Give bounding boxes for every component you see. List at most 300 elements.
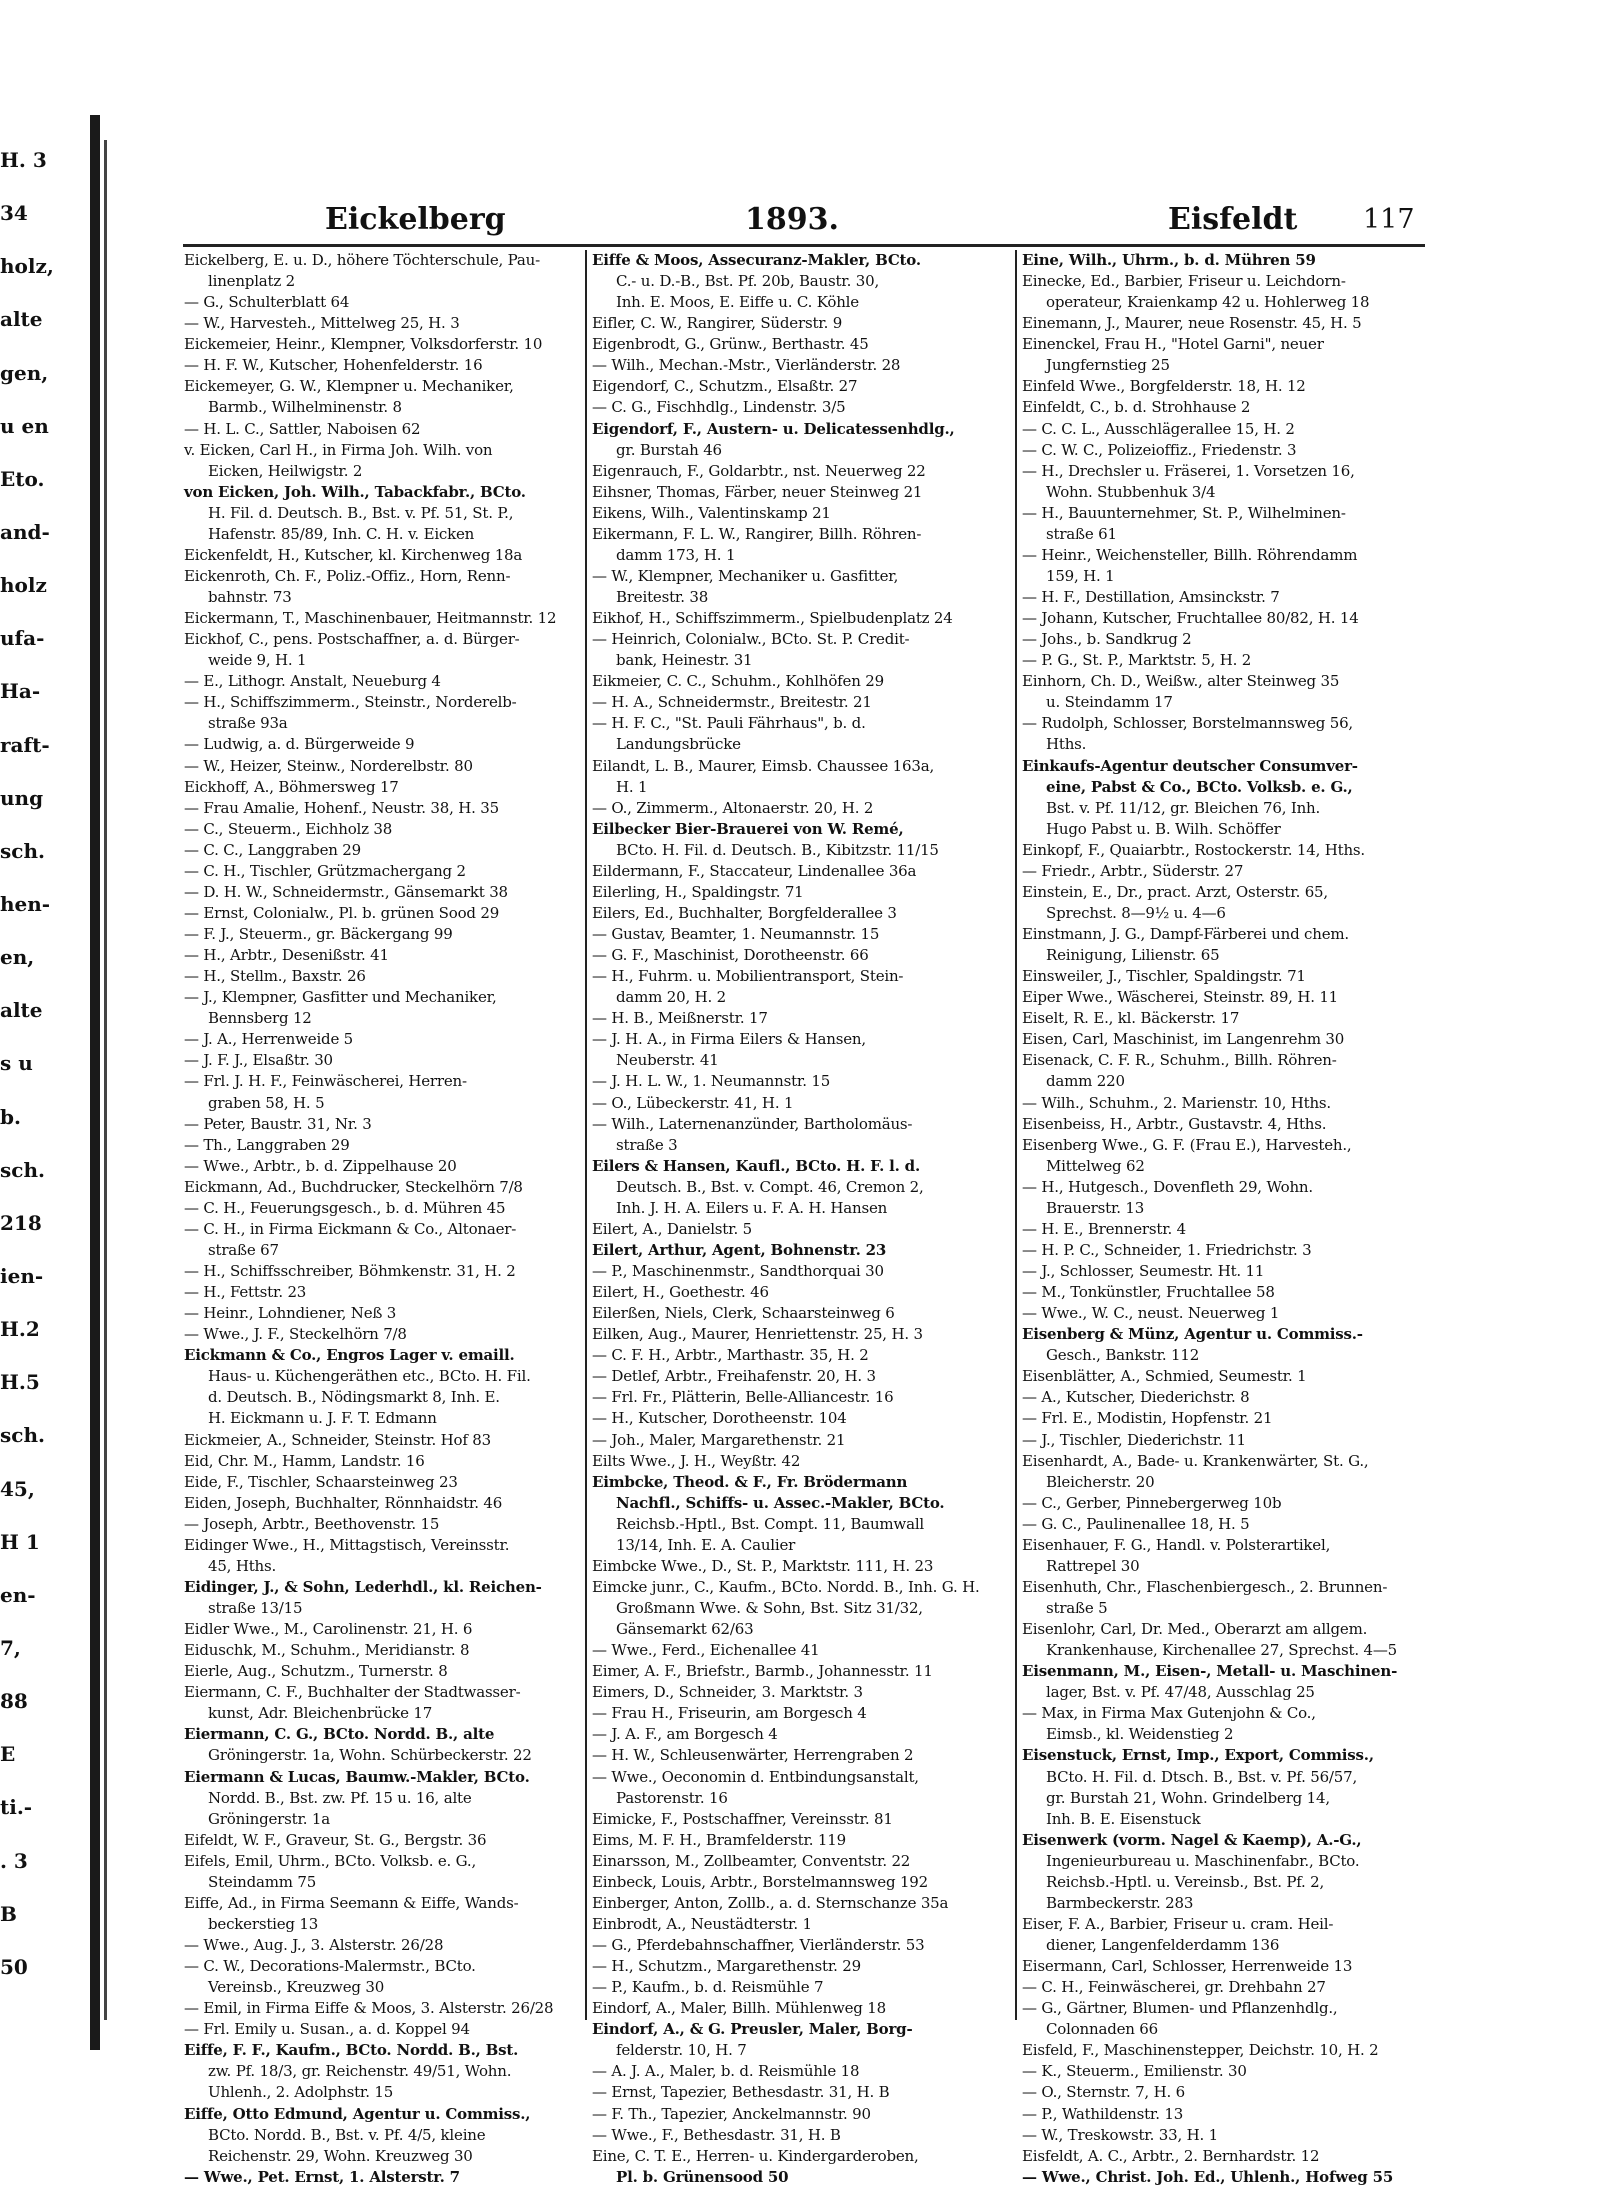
entry-continuation-line: Nordd. B., Bst. zw. Pf. 15 u. 16, alte [208,1788,472,1807]
entry-continuation-line: Mittelweg 62 [1046,1156,1145,1175]
directory-entry-line: — H. P. C., Schneider, 1. Friedrichstr. 3 [1022,1240,1312,1259]
directory-entry-line: Einberger, Anton, Zollb., a. d. Sternschanze 35a [592,1893,949,1912]
directory-entry-line: Eisermann, Carl, Schlosser, Herrenweide 13 [1022,1957,1353,1976]
directory-entry-line: Eilert, H., Goethestr. 46 [592,1283,769,1302]
directory-entry-line: Eiermann, C. G., BCto. Nordd. B., alte [184,1725,495,1744]
directory-entry-line: Eierle, Aug., Schutzm., Turnerstr. 8 [184,1662,448,1681]
previous-page-fragment: Eto. [0,466,45,491]
directory-entry-line: Eilts Wwe., J. H., Weyßtr. 42 [592,1451,801,1470]
directory-entry-line: — Wwe., J. F., Steckelhörn 7/8 [184,1325,407,1344]
running-head-left: Eickelberg [325,202,506,237]
entry-continuation-line: H. Eickmann u. J. F. T. Edmann [208,1409,437,1428]
directory-entry-line: Einecke, Ed., Barbier, Friseur u. Leichdorn- [1022,272,1346,291]
entry-continuation-line: straße 61 [1046,524,1117,543]
previous-page-fragment: ung [0,785,44,810]
directory-entry-line: — Wilh., Laternenanzünder, Bartholomäus- [592,1114,913,1133]
directory-entry-line: Eikhof, H., Schiffszimmerm., Spielbudenplatz 24 [592,609,953,628]
entry-continuation-line: graben 58, H. 5 [208,1093,325,1112]
directory-entry-line: — H., Kutscher, Dorotheenstr. 104 [592,1409,847,1428]
entry-continuation-line: straße 3 [616,1135,678,1154]
directory-entry-line: — H., Fettstr. 23 [184,1283,307,1302]
directory-entry-line: — Frl. Emily u. Susan., a. d. Koppel 94 [184,2020,470,2039]
directory-entry-line: Eiffe, F. F., Kaufm., BCto. Nordd. B., Bst. [184,2041,519,2060]
entry-continuation-line: kunst, Adr. Bleichenbrücke 17 [208,1704,433,1723]
directory-entry-line: Eifler, C. W., Rangirer, Süderstr. 9 [592,314,843,333]
entry-continuation-line: Landungsbrücke [616,735,741,754]
previous-page-fragment: s u [0,1051,33,1076]
directory-entry-line: — H., Hutgesch., Dovenfleth 29, Wohn. [1022,1177,1313,1196]
entry-continuation-line: Vereinsb., Kreuzweg 30 [208,1978,385,1997]
directory-entry-line: Eilert, A., Danielstr. 5 [592,1219,752,1238]
entry-continuation-line: Krankenhause, Kirchenallee 27, Sprechst. 4—5 [1046,1641,1397,1660]
entry-continuation-line: straße 13/15 [208,1599,303,1617]
directory-entry-line: — H. F. W., Kutscher, Hohenfelderstr. 16 [184,356,483,375]
entry-continuation-line: 13/14, Inh. E. A. Caulier [616,1535,796,1554]
entry-continuation-line: Hths. [1046,735,1087,754]
entry-continuation-line: H. 1 [616,777,648,796]
directory-entry-line: Eisenlohr, Carl, Dr. Med., Oberarzt am allgem. [1022,1620,1368,1639]
directory-entry-line: Eikermann, F. L. W., Rangirer, Billh. Röhren- [592,524,922,543]
page-number: 117 [1363,204,1415,235]
directory-entry-line: Eisenhauer, F. G., Handl. v. Polsterartikel, [1022,1535,1331,1554]
directory-entry-line: — O., Sternstr. 7, H. 6 [1022,2083,1185,2102]
entry-continuation-line: Reinigung, Lilienstr. 65 [1046,946,1220,965]
directory-entry-line: Eilandt, L. B., Maurer, Eimsb. Chaussee 163a, [592,756,935,775]
directory-entry-line: — H., Stellm., Baxstr. 26 [184,967,366,986]
directory-entry-line: — H., Schiffszimmerm., Steinstr., Norderelb- [184,693,517,712]
previous-page-fragment: 218 [0,1210,42,1235]
column-divider [1015,250,1017,2020]
directory-entry-line: — H., Bauunternehmer, St. P., Wilhelminen- [1022,503,1346,522]
directory-entry-line: Eiduschk, M., Schuhm., Meridianstr. 8 [184,1641,470,1660]
directory-entry-line: Eigendorf, C., Schutzm., Elsaßtr. 27 [592,377,858,396]
directory-entry-line: — C. H., Feuerungsgesch., b. d. Mühren 45 [184,1198,506,1217]
entry-continuation-line: Breitestr. 38 [616,588,709,606]
directory-entry-line: Eikens, Wilh., Valentinskamp 21 [592,503,831,522]
directory-entry-line: — Frl. Fr., Plätterin, Belle-Alliancestr. 16 [592,1388,894,1407]
previous-page-fragment: 88 [0,1689,28,1714]
previous-page-fragment: ien- [0,1264,44,1288]
entry-continuation-line: Hafenstr. 85/89, Inh. C. H. v. Eicken [208,524,475,543]
directory-entry-line: Eickemeyer, G. W., Klempner u. Mechaniker, [184,377,514,396]
directory-entry-line: Eisfeld, F., Maschinenstepper, Deichstr. 10, H. 2 [1022,2041,1379,2060]
previous-page-fragment: Ha- [0,679,41,704]
directory-entry-line: Eisenwerk (vorm. Nagel & Kaemp), A.-G., [1022,1830,1362,1849]
entry-continuation-line: Großmann Wwe. & Sohn, Bst. Sitz 31/32, [616,1599,923,1617]
entry-continuation-line: Ingenieurbureau u. Maschinenfabr., BCto. [1046,1851,1360,1870]
entry-continuation-line: C.- u. D.-B., Bst. Pf. 20b, Baustr. 30, [616,272,880,291]
previous-page-fragment: H.2 [0,1317,40,1342]
directory-entry-line: — Wwe., Christ. Joh. Ed., Uhlenh., Hofweg 55 [1022,2167,1394,2186]
directory-entry-line: — H. B., Meißnerstr. 17 [592,1009,768,1028]
directory-entry-line: — Ludwig, a. d. Bürgerweide 9 [184,735,415,754]
directory-entry-line: Eiffe, Ad., in Firma Seemann & Eiffe, Wands- [184,1893,519,1912]
directory-entry-line: — Detlef, Arbtr., Freihafenstr. 20, H. 3 [592,1367,876,1386]
directory-entry-line: — Friedr., Arbtr., Süderstr. 27 [1022,861,1244,880]
directory-entry-line: — C., Gerber, Pinnebergerweg 10b [1022,1493,1282,1512]
entry-continuation-line: Haus- u. Küchengeräthen etc., BCto. H. Fil. [208,1367,531,1386]
directory-entry-line: Eimer, A. F., Briefstr., Barmb., Johannesstr. 11 [592,1662,933,1681]
directory-entry-line: — Heinrich, Colonialw., BCto. St. P. Credit- [592,630,910,649]
directory-entry-line: — C. G., Fischhdlg., Lindenstr. 3/5 [592,398,846,417]
directory-entry-line: Eikmeier, C. C., Schuhm., Kohlhöfen 29 [592,672,884,691]
entry-continuation-line: bahnstr. 73 [208,588,292,606]
entry-continuation-line: damm 220 [1046,1072,1125,1091]
entry-continuation-line: beckerstieg 13 [208,1914,319,1933]
entry-continuation-line: damm 20, H. 2 [616,988,726,1007]
directory-entry-line: — Frl. E., Modistin, Hopfenstr. 21 [1022,1409,1273,1428]
entry-continuation-line: bank, Heinestr. 31 [616,651,753,670]
entry-continuation-line: Inh. E. Moos, E. Eiffe u. C. Köhle [616,293,859,312]
previous-page-fragment: gen, [0,360,49,385]
entry-continuation-line: u. Steindamm 17 [1046,693,1173,712]
entry-continuation-line: Reichenstr. 29, Wohn. Kreuzweg 30 [208,2146,473,2165]
directory-entry-line: — Johann, Kutscher, Fruchtallee 80/82, H. 14 [1022,609,1359,628]
directory-entry-line: — Ernst, Colonialw., Pl. b. grünen Sood 29 [184,903,500,922]
directory-entry-line: — K., Steuerm., Emilienstr. 30 [1022,2062,1247,2081]
previous-page-fragment: en- [0,1582,36,1607]
directory-entry-line: — Rudolph, Schlosser, Borstelmannsweg 56, [1022,714,1353,733]
directory-entry-line: — Frl. J. H. F., Feinwäscherei, Herren- [184,1072,467,1091]
running-head-right: Eisfeldt [1168,202,1298,237]
directory-entry-line: Einkopf, F., Quaiarbtr., Rostockerstr. 14, Hths. [1022,840,1365,859]
directory-entry-line: — W., Heizer, Steinw., Norderelbstr. 80 [184,756,473,775]
directory-entry-line: Eisen, Carl, Maschinist, im Langenrehm 30 [1022,1030,1345,1049]
entry-continuation-line: Wohn. Stubbenhuk 3/4 [1046,482,1216,501]
directory-entry-line: — A. J. A., Maler, b. d. Reismühle 18 [592,2062,860,2081]
directory-entry-line: — O., Zimmerm., Altonaerstr. 20, H. 2 [592,798,874,817]
directory-entry-line: — P. G., St. P., Marktstr. 5, H. 2 [1022,651,1252,670]
directory-entry-line: Eickermann, T., Maschinenbauer, Heitmannstr. 12 [184,609,557,628]
directory-entry-line: Eisenblätter, A., Schmied, Seumestr. 1 [1022,1367,1307,1386]
directory-entry-line: — H. L. C., Sattler, Naboisen 62 [184,419,421,438]
directory-entry-line: Eisenberg Wwe., G. F. (Frau E.), Harvestеh., [1022,1135,1352,1154]
directory-entry-line: Eisenack, C. F. R., Schuhm., Billh. Röhren- [1022,1051,1337,1070]
directory-entry-line: Eickenroth, Ch. F., Poliz.-Offiz., Horn, Renn- [184,566,511,585]
entry-continuation-line: Reichsb.-Hptl. u. Vereinsb., Bst. Pf. 2, [1046,1872,1325,1891]
previous-page-fragment: . 3 [0,1848,28,1873]
entry-continuation-line: gr. Burstah 46 [616,440,722,459]
directory-entry-line: — A., Kutscher, Diederichstr. 8 [1022,1388,1250,1407]
previous-page-fragment: b. [0,1104,21,1129]
directory-entry-line: — F. Th., Tapezier, Anckelmannstr. 90 [592,2104,871,2123]
entry-continuation-line: d. Deutsch. B., Nödingsmarkt 8, Inh. E. [208,1388,500,1407]
previous-page-fragment: sch. [0,838,45,863]
directory-entry-line: — G., Pferdebahnschaffner, Vierländerstr. 53 [592,1936,925,1954]
directory-entry-line: Eiermann, C. F., Buchhalter der Stadtwasser- [184,1683,521,1702]
directory-entry-line: — Peter, Baustr. 31, Nr. 3 [184,1114,372,1133]
column-divider [585,250,587,2020]
directory-entry-line: — C. C. L., Ausschlägerallee 15, H. 2 [1022,419,1295,438]
entry-continuation-line: Hugo Pabst u. B. Wilh. Schöffer [1046,819,1281,838]
directory-entry-line: Eigenbrodt, G., Grünw., Berthastr. 45 [592,335,869,354]
directory-entry-line: Eigenrauch, F., Goldarbtr., nst. Neuerweg 22 [592,461,926,480]
directory-entry-line: Eickmann, Ad., Buchdrucker, Steckelhörn 7/8 [184,1177,523,1196]
previous-page-fragment: H. 3 [0,148,47,172]
previous-page-fragment: hen- [0,892,51,916]
directory-entry-line: Eidinger, J., & Sohn, Lederhdl., kl. Reichen- [184,1577,542,1596]
directory-entry-line: Einkaufs-Agentur deutscher Consumver- [1022,756,1358,775]
directory-entry-line: Eihsner, Thomas, Färber, neuer Steinweg 21 [592,482,923,501]
entry-continuation-line: Colonnaden 66 [1046,2020,1158,2039]
directory-entry-line: — Frau Amalie, Hohenf., Neustr. 38, H. 35 [184,798,499,817]
directory-entry-line: Einstein, E., Dr., pract. Arzt, Osterstr. 65, [1022,882,1328,901]
directory-entry-line: Eisenhuth, Chr., Flaschenbiergesch., 2. Brunnen- [1022,1577,1388,1596]
directory-entry-line: — C. F. H., Arbtr., Marthastr. 35, H. 2 [592,1346,869,1365]
directory-entry-line: — Wilh., Schuhm., 2. Marienstr. 10, Hths. [1022,1093,1331,1112]
directory-entry-line: — Ernst, Tapezier, Bethesdastr. 31, H. B [592,2083,890,2102]
entry-continuation-line: Deutsch. B., Bst. v. Compt. 46, Cremon 2, [616,1177,924,1196]
year-heading: 1893. [745,202,839,237]
entry-continuation-line: Gesch., Bankstr. 112 [1046,1346,1200,1365]
entry-continuation-line: H. Fil. d. Deutsch. B., Bst. v. Pf. 51, St. P., [208,503,514,522]
previous-page-fragment: H 1 [0,1529,40,1554]
directory-entry-line: — Frau H., Friseurin, am Borgesch 4 [592,1704,867,1723]
entry-continuation-line: Pastorenstr. 16 [616,1788,728,1807]
directory-entry-line: — J. H. L. W., 1. Neumannstr. 15 [592,1072,831,1091]
entry-continuation-line: BCto. H. Fil. d. Dtsch. B., Bst. v. Pf. 56/57, [1046,1767,1358,1786]
directory-entry-line: Eiper Wwe., Wäscherei, Steinstr. 89, H. 11 [1022,988,1339,1007]
entry-continuation-line: straße 67 [208,1240,279,1259]
directory-column-left [184,250,582,2186]
directory-entry-line: — H., Schutzm., Margarethenstr. 29 [592,1957,861,1976]
book-gutter [90,115,100,2050]
entry-continuation-line: Gänsemarkt 62/63 [616,1620,754,1639]
entry-continuation-line: eine, Pabst & Co., BCto. Volksb. e. G., [1046,777,1353,796]
entry-continuation-line: Barmbeckerstr. 283 [1046,1893,1194,1912]
directory-entry-line: — C. W., Decorations-Malermstr., BCto. [184,1957,476,1976]
previous-page-fragment: alte [0,307,43,332]
directory-entry-line: Eilert, Arthur, Agent, Bohnenstr. 23 [592,1240,887,1259]
previous-page-fragment: sch. [0,1157,45,1182]
directory-entry-line: — H., Fuhrm. u. Mobilientransport, Stein- [592,967,904,986]
header-rule [183,244,1425,247]
directory-entry-line: — G., Gärtner, Blumen- und Pflanzenhdlg., [1022,1999,1338,2018]
previous-page-fragment: u en [0,413,49,438]
directory-entry-line: — Heinr., Weichensteller, Billh. Röhrendamm [1022,545,1358,564]
directory-entry-line: — Wwe., Oeconomin d. Entbindungsanstalt, [592,1767,919,1786]
directory-entry-line: Eindorf, A., & G. Preusler, Maler, Borg- [592,2020,913,2039]
directory-column-right [1022,250,1420,2186]
directory-entry-line: — G. C., Paulinenallee 18, H. 5 [1022,1514,1250,1533]
directory-entry-line: — Emil, in Firma Eiffe & Moos, 3. Alsterstr. 26/28 [184,1999,554,2018]
directory-entry-line: — J., Tischler, Diederichstr. 11 [1022,1430,1246,1449]
directory-entry-line: Eimcke junr., C., Kaufm., BCto. Nordd. B., Inh. G. H. [592,1577,980,1596]
directory-entry-line: — H., Schiffsschreiber, Böhmkenstr. 31, H. 2 [184,1262,516,1280]
directory-entry-line: Eisenbeiss, H., Arbtr., Gustavstr. 4, Hths. [1022,1114,1327,1133]
directory-entry-line: Eisenstuck, Ernst, Imp., Export, Commiss., [1022,1746,1374,1765]
directory-entry-line: — Wwe., F., Bethesdastr. 31, H. B [592,2125,841,2144]
entry-continuation-line: Gröningerstr. 1a [208,1809,331,1828]
previous-page-fragment: holz [0,573,47,598]
directory-entry-line: Eilken, Aug., Maurer, Henriettenstr. 25, H. 3 [592,1325,923,1344]
directory-entry-line: Eifels, Emil, Uhrm., BCto. Volksb. e. G., [184,1851,477,1870]
directory-entry-line: Eickelberg, E. u. D., höhere Töchterschule, Pau- [184,251,540,269]
directory-entry-line: — J., Schlosser, Seumestr. Ht. 11 [1022,1262,1265,1280]
directory-entry-line: Eisenberg & Münz, Agentur u. Commiss.- [1022,1325,1363,1344]
entry-continuation-line: straße 93a [208,714,288,733]
directory-entry-line: — Heinr., Lohndiener, Neß 3 [184,1304,397,1323]
directory-entry-line: — O., Lübeckerstr. 41, H. 1 [592,1093,794,1112]
entry-continuation-line: Sprechst. 8—9½ u. 4—6 [1046,903,1226,922]
directory-entry-line: — Wwe., Arbtr., b. d. Zippelhause 20 [184,1156,457,1175]
previous-page-fragment: 7, [0,1636,21,1660]
directory-entry-line: — H. F. C., "St. Pauli Fährhaus", b. d. [592,714,866,733]
entry-continuation-line: Inh. J. H. A. Eilers u. F. A. H. Hansen [616,1198,888,1217]
directory-entry-line: Eilbecker Bier-Brauerei von W. Remé, [592,819,904,838]
directory-entry-line: Eisfeldt, A. C., Arbtr., 2. Bernhardstr. 12 [1022,2146,1320,2165]
entry-continuation-line: Gröningerstr. 1a, Wohn. Schürbeckerstr. 22 [208,1746,532,1765]
entry-continuation-line: Uhlenh., 2. Adolphstr. 15 [208,2083,394,2102]
previous-page-fragment: B [0,1901,17,1926]
directory-entry-line: Eimers, D., Schneider, 3. Marktstr. 3 [592,1683,863,1702]
entry-continuation-line: linenplatz 2 [208,272,295,291]
directory-entry-line: Eilers & Hansen, Kaufl., BCto. H. F. l. d. [592,1156,920,1175]
entry-continuation-line: zw. Pf. 18/3, gr. Reichenstr. 49/51, Wohn. [208,2062,512,2081]
entry-continuation-line: Eicken, Heilwigstr. 2 [208,461,363,480]
directory-entry-line: — J. A. F., am Borgesch 4 [592,1725,778,1744]
directory-entry-line: — P., Kaufm., b. d. Reismühle 7 [592,1978,824,1997]
directory-entry-line: — C. W. C., Polizeioffiz., Friedenstr. 3 [1022,440,1297,459]
directory-entry-line: — C. H., in Firma Eickmann & Co., Altonaer- [184,1219,517,1238]
directory-entry-line: — Max, in Firma Max Gutenjohn & Co., [1022,1704,1316,1723]
directory-entry-line: Eilerßen, Niels, Clerk, Schaarsteinweg 6 [592,1304,895,1323]
directory-entry-line: Einsweiler, J., Tischler, Spaldingstr. 71 [1022,967,1306,986]
directory-entry-line: — P., Maschinenmstr., Sandthorquai 30 [592,1262,884,1280]
entry-continuation-line: lager, Bst. v. Pf. 47/48, Ausschlag 25 [1046,1683,1315,1702]
directory-entry-line: — G. F., Maschinist, Dorotheenstr. 66 [592,946,869,965]
directory-entry-line: Eimicke, F., Postschaffner, Vereinsstr. 81 [592,1809,893,1828]
entry-continuation-line: felderstr. 10, H. 7 [616,2041,747,2060]
directory-column-middle [592,250,990,2186]
entry-continuation-line: Jungfernstieg 25 [1046,356,1170,375]
directory-entry-line: Eickhoff, A., Böhmersweg 17 [184,777,399,796]
directory-entry-line: Eiermann & Lucas, Baumw.-Makler, BCto. [184,1767,530,1786]
previous-page-fragment: H.5 [0,1370,40,1395]
directory-entry-line: — C., Steuerm., Eichholz 38 [184,819,393,838]
previous-page-fragment: en, [0,945,35,970]
directory-entry-line: — Th., Langgraben 29 [184,1135,350,1154]
entry-continuation-line: BCto. Nordd. B., Bst. v. Pf. 4/5, kleine [208,2125,486,2144]
directory-entry-line: Eidler Wwe., M., Carolinenstr. 21, H. 6 [184,1620,473,1639]
entry-continuation-line: Neuberstr. 41 [616,1051,719,1070]
directory-entry-line: Eilers, Ed., Buchhalter, Borgfelderallee 3 [592,903,897,922]
directory-entry-line: — M., Tonkünstler, Fruchtallee 58 [1022,1283,1275,1302]
directory-entry-line: — C. C., Langgraben 29 [184,840,361,859]
directory-entry-line: — F. J., Steuerm., gr. Bäckergang 99 [184,925,453,943]
directory-entry-line: Eiden, Joseph, Buchhalter, Rönnhaidstr. 46 [184,1493,503,1512]
directory-entry-line: Einfeldt, C., b. d. Strohhause 2 [1022,398,1251,417]
directory-entry-line: — H. E., Brennerstr. 4 [1022,1219,1187,1238]
previous-page-fragment: ti.- [0,1795,33,1820]
directory-entry-line: — P., Wathildenstr. 13 [1022,2104,1184,2123]
entry-continuation-line: damm 173, H. 1 [616,545,736,564]
directory-entry-line: — J. F. J., Elsaßtr. 30 [184,1051,333,1070]
directory-entry-line: — C. H., Tischler, Grützmachergang 2 [184,861,466,880]
directory-entry-line: Eindorf, A., Maler, Billh. Mühlenweg 18 [592,1999,886,2018]
directory-entry-line: — J., Klempner, Gasfitter und Mechaniker, [184,988,497,1007]
gutter-shadow-line [104,140,107,2020]
previous-page-fragment: alte [0,998,43,1023]
directory-entry-line: — G., Schulterblatt 64 [184,293,350,312]
entry-continuation-line: weide 9, H. 1 [208,651,307,670]
directory-entry-line: Eickmann & Co., Engros Lager v. emaill. [184,1346,515,1365]
directory-entry-line: Eisenmann, M., Eisen-, Metall- u. Maschinen- [1022,1662,1398,1681]
directory-entry-line: Eifeldt, W. F., Graveur, St. G., Bergstr. 36 [184,1830,487,1849]
previous-page-fragment: raft- [0,732,50,757]
directory-entry-line: Einemann, J., Maurer, neue Rosenstr. 45, H. 5 [1022,314,1362,333]
entry-continuation-line: Bleicherstr. 20 [1046,1472,1155,1491]
directory-entry-line: Einhorn, Ch. D., Weißw., alter Steinweg 35 [1022,672,1340,691]
directory-entry-line: — Wwe., W. C., neust. Neuerweg 1 [1022,1304,1280,1323]
directory-entry-line: — W., Treskowstr. 33, H. 1 [1022,2125,1218,2144]
directory-entry-line: Eimbcke, Theod. & F., Fr. Brödermann [592,1472,908,1491]
directory-entry-line: Eildermann, F., Staccateur, Lindenallee 36a [592,861,917,880]
directory-entry-line: — C. H., Feinwäscherei, gr. Drehbahn 27 [1022,1978,1326,1997]
entry-continuation-line: 159, H. 1 [1046,566,1115,585]
directory-entry-line: — H., Drechsler u. Fräserei, 1. Vorsetzen 16, [1022,461,1355,480]
directory-entry-line: — Wwe., Aug. J., 3. Alsterstr. 26/28 [184,1936,444,1954]
entry-continuation-line: Eimsb., kl. Weidenstieg 2 [1046,1725,1234,1744]
directory-entry-line: — D. H. W., Schneidermstr., Gänsemarkt 38 [184,882,508,901]
entry-continuation-line: Reichsb.-Hptl., Bst. Compt. 11, Baumwall [616,1514,925,1533]
previous-page-fragment: E [0,1742,16,1767]
entry-continuation-line: Brauerstr. 13 [1046,1198,1145,1217]
directory-entry-line: Eickhof, C., pens. Postschaffner, a. d. Bürger- [184,630,520,649]
directory-entry-line: Eide, F., Tischler, Schaarsteinweg 23 [184,1472,458,1491]
directory-entry-line: Einbeck, Louis, Arbtr., Borstelmannsweg 192 [592,1872,928,1891]
directory-entry-line: Eiffe, Otto Edmund, Agentur u. Commiss., [184,2104,531,2123]
directory-entry-line: — J. H. A., in Firma Eilers & Hansen, [592,1030,866,1049]
previous-page-edge [0,145,68,2005]
directory-entry-line: — H., Arbtr., Desenißstr. 41 [184,946,389,965]
directory-entry-line: — Wwe., Ferd., Eichenallee 41 [592,1641,820,1660]
directory-entry-line: — E., Lithogr. Anstalt, Neueburg 4 [184,672,441,691]
directory-entry-line: Einbrodt, A., Neustädterstr. 1 [592,1914,812,1933]
directory-entry-line: Einstmann, J. G., Dampf-Färberei und chem. [1022,925,1349,943]
previous-page-fragment: and- [0,520,50,544]
directory-entry-line: — H. W., Schleusenwärter, Herrengraben 2 [592,1746,914,1765]
entry-continuation-line: Rattrepel 30 [1046,1556,1140,1575]
directory-entry-line: Eims, M. F. H., Bramfelderstr. 119 [592,1830,846,1849]
directory-entry-line: — W., Klempner, Mechaniker u. Gasfitter, [592,566,899,585]
directory-entry-line: — Wwe., Pet. Ernst, 1. Alsterstr. 7 [184,2167,460,2186]
directory-entry-line: Einenckel, Frau H., "Hotel Garni", neuer [1022,335,1324,354]
directory-entry-line: Eickemeier, Heinr., Klempner, Volksdorferstr. 10 [184,335,543,354]
directory-entry-line: — Wilh., Mechan.-Mstr., Vierländerstr. 28 [592,356,901,375]
previous-page-fragment: sch. [0,1423,45,1448]
directory-entry-line: Einfeld Wwe., Borgfelderstr. 18, H. 12 [1022,377,1306,396]
entry-continuation-line: straße 5 [1046,1599,1108,1617]
directory-entry-line: — Joseph, Arbtr., Beethovenstr. 15 [184,1514,440,1533]
entry-continuation-line: Inh. B. E. Eisenstuck [1046,1809,1201,1828]
directory-entry-line: Eickmeier, A., Schneider, Steinstr. Hof 83 [184,1430,491,1449]
directory-entry-line: Eigendorf, F., Austern- u. Delicatessenhdlg., [592,419,955,438]
directory-entry-line: — Johs., b. Sandkrug 2 [1022,630,1192,649]
directory-entry-line: Eilerling, H., Spaldingstr. 71 [592,882,804,901]
directory-entry-line: — H. A., Schneidermstr., Breitestr. 21 [592,693,872,712]
directory-entry-line: — W., Harvestеh., Mittelweg 25, H. 3 [184,314,460,333]
entry-continuation-line: Bennsberg 12 [208,1009,312,1028]
directory-entry-line: Eiffe & Moos, Assecuranz-Makler, BCto. [592,251,921,269]
directory-entry-line: v. Eicken, Carl H., in Firma Joh. Wilh. von [184,440,493,459]
directory-entry-line: Eid, Chr. M., Hamm, Landstr. 16 [184,1451,425,1470]
directory-entry-line: Eiser, F. A., Barbier, Friseur u. cram. Heil- [1022,1914,1334,1933]
previous-page-fragment: 50 [0,1954,28,1979]
directory-entry-line: — Joh., Maler, Margarethenstr. 21 [592,1430,846,1449]
entry-continuation-line: Steindamm 75 [208,1872,317,1891]
directory-entry-line: Eidinger Wwe., H., Mittagstisch, Vereinsstr. [184,1535,510,1554]
